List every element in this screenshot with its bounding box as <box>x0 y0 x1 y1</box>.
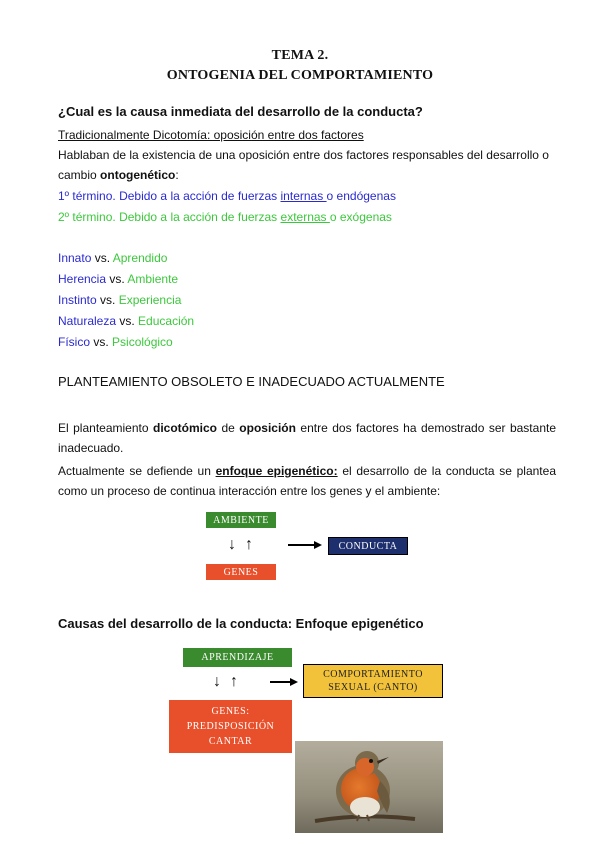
pair-item: Naturaleza vs. Educación <box>58 314 195 328</box>
paragraph-line: Hablaban de la existencia de una oposición entre dos factores responsables del desarrollo o <box>58 148 549 162</box>
section-subtitle: Tradicionalmente Dicotomía: oposición entre dos factores <box>58 128 364 142</box>
page-title: ONTOGENIA DEL COMPORTAMIENTO <box>166 68 434 83</box>
comportamiento-box: COMPORTAMIENTO SEXUAL (CANTO) <box>303 664 443 698</box>
paragraph-epigenetic-1: El planteamiento dicotómico de oposición entre dos factores ha demostrado ser bastante inadecuado. <box>58 421 556 455</box>
term-2: 2º término. Debido a la acción de fuerzas externas o exógenas <box>58 210 392 224</box>
robin-bird-photo <box>295 741 443 833</box>
genes-box: GENES <box>206 564 276 580</box>
pair-item: Innato vs. Aprendido <box>58 251 168 265</box>
paragraph-line: cambio ontogenético: <box>58 168 179 182</box>
paragraph-epigenetic-2: Actualmente se defiende un enfoque epigenético: el desarrollo de la conducta se plantea como un proceso de continua interacción entre los genes y el ambiente: <box>58 464 556 498</box>
arrow-up-icon: ↑ <box>230 673 238 690</box>
page-title-number: TEMA 2. <box>271 48 329 63</box>
arrow-up-icon: ↑ <box>245 536 253 553</box>
term-1: 1º término. Debido a la acción de fuerzas internas o endógenas <box>58 189 396 203</box>
arrow-down-icon: ↓ <box>213 673 221 690</box>
conducta-box: CONDUCTA <box>328 537 408 555</box>
arrow-right-head-icon <box>314 541 322 549</box>
arrow-right-head-icon <box>290 678 298 686</box>
arrow-right-icon <box>288 544 316 546</box>
section-heading: Causas del desarrollo de la conducta: Enfoque epigenético <box>58 616 424 631</box>
genes-predisposicion-box: GENES: PREDISPOSICIÓN CANTAR <box>169 700 292 753</box>
section-question: ¿Cual es la causa inmediata del desarrollo de la conducta? <box>58 104 423 119</box>
arrow-down-icon: ↓ <box>228 536 236 553</box>
pair-item: Físico vs. Psicológico <box>58 335 173 349</box>
aprendizaje-box: APRENDIZAJE <box>183 648 292 667</box>
pair-item: Herencia vs. Ambiente <box>58 272 179 286</box>
obsolete-statement: PLANTEAMIENTO OBSOLETO E INADECUADO ACTUALMENTE <box>58 374 445 389</box>
arrow-right-icon <box>270 681 292 683</box>
pair-item: Instinto vs. Experiencia <box>58 293 182 307</box>
ambiente-box: AMBIENTE <box>206 512 276 528</box>
